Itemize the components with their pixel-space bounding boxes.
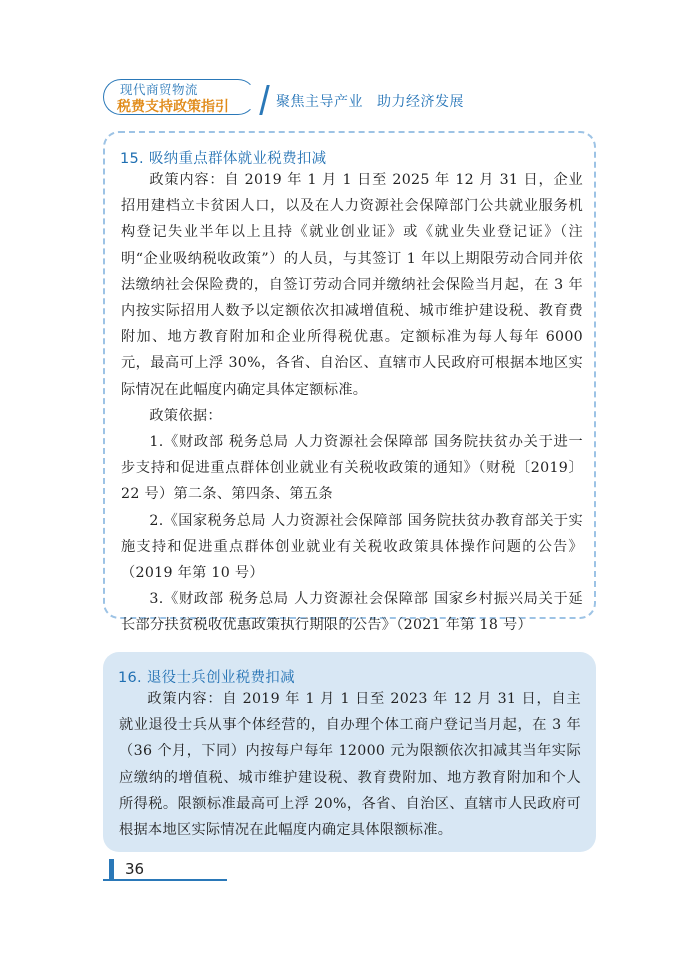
section-16-title: 16. 退役士兵创业税费扣减	[118, 670, 295, 686]
section-15-content: 政策内容：自 2019 年 1 月 1 日至 2025 年 12 月 31 日，企业招用建档立卡贫困人口，以及在人力资源社会保障部门公共就业服务机构登记失业半年以上且持《就业创业证》或《就业失业登记证》（注明“企业吸纳税收政策”）的人员，与其签订 1 年以上期限劳动合同并依法缴纳社会保险费的，自签订劳动合同并缴纳社会保险当月起，在 3 年内按实际招用人数予以定额依次扣减增值税、城市维护建设税、教育费附加、地方教育附加和企业所得税优惠。定额标准为每人每年 6000 元，最高可上浮 30%，各省、自治区、直辖市人民政府可根据本地区实际情况在此幅度内确定具体定额标准。	[121, 172, 583, 398]
page-number-bar	[109, 859, 114, 881]
header-series: 现代商贸物流	[120, 82, 199, 97]
section-15-box	[103, 131, 596, 634]
header-slogan-part2: 助力经济发展	[377, 94, 464, 110]
section-15-basis-label: 政策依据：	[149, 407, 222, 424]
section-15-basis-1: 1.《财政部 税务总局 人力资源社会保障部 国务院扶贫办关于进一步支持和促进重点群体创业就业有关税收政策的通知》（财税〔2019〕22 号）第二条、第四条、第五条	[121, 434, 583, 503]
header-book-title: 税费支持政策指引	[117, 99, 229, 115]
section-15-basis-2: 2.《国家税务总局 人力资源社会保障部 国务院扶贫办教育部关于实施支持和促进重点群体创业就业有关税收政策具体操作问题的公告》（2019 年第 10 号）	[121, 512, 583, 582]
header-slogan-part1: 聚焦主导产业	[276, 94, 363, 110]
section-16-content: 政策内容：自 2019 年 1 月 1 日至 2023 年 12 月 31 日，自主就业退役士兵从事个体经营的，自办理个体工商户登记当月起，在 3 年（36 个月，下同）内按每户每年 12000 元为限额依次扣减其当年实际应缴纳的增值税、城市维护建设税、教育费附加、地方教育附加和个人所得税。限额标准最高可上浮 20%，各省、自治区、直辖市人民政府可根据本地区实际情况在此幅度内确定具体限额标准。	[119, 691, 581, 839]
section-15-basis-3: 3.《财政部 税务总局 人力资源社会保障部 国家乡村振兴局关于延长部分扶贫税收优惠政策执行期限的公告》（2021 年第 18 号）	[121, 591, 583, 634]
header-divider	[259, 85, 269, 115]
section-16-body	[119, 686, 581, 843]
page-number: 36	[125, 860, 145, 878]
section-15-body	[121, 167, 583, 639]
header-slogan	[276, 91, 464, 111]
section-16-box	[103, 652, 596, 852]
page-number-underline	[103, 879, 227, 881]
section-15-title: 15. 吸纳重点群体就业税费扣减	[120, 151, 327, 167]
